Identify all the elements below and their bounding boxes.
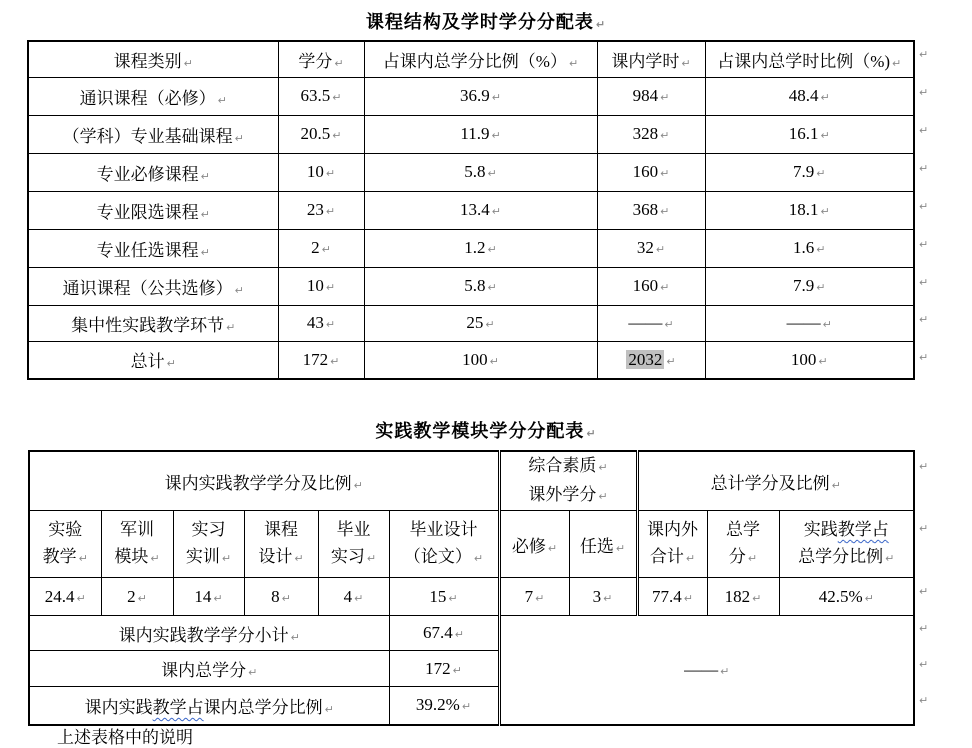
row-end-mark-icon: ↵ <box>919 162 929 175</box>
cell-text: 1.2 <box>464 238 486 257</box>
cell-text: 182 <box>724 586 751 606</box>
header-line <box>639 543 707 572</box>
pilcrow-icon: ↵ <box>816 167 826 180</box>
table2-title-text: 实践教学模块学分分配表 <box>375 421 585 441</box>
t1-cell <box>705 341 914 379</box>
t1-cell <box>364 191 597 229</box>
pilcrow-icon: ↵ <box>666 354 676 368</box>
table-row <box>28 229 914 267</box>
cell-text: 专业任选课程 <box>96 240 199 260</box>
pilcrow-icon: ↵ <box>473 552 484 565</box>
table-row <box>28 191 914 229</box>
pilcrow-icon: ↵ <box>234 131 244 145</box>
pilcrow-icon: ↵ <box>332 129 342 142</box>
t1-cell <box>278 305 364 341</box>
cell-text: 8 <box>271 586 280 606</box>
pilcrow-icon: ↵ <box>200 169 210 183</box>
table2-group-header-row <box>29 451 914 511</box>
header-line <box>174 543 244 572</box>
cell-text: 专业必修课程 <box>96 164 199 184</box>
pilcrow-icon: ↵ <box>885 552 895 565</box>
row-end-mark-icon: ↵ <box>919 694 929 707</box>
pilcrow-icon: ↵ <box>334 56 344 70</box>
cell-text: 总计 <box>130 352 165 372</box>
t1-cell <box>597 153 705 191</box>
t1-header-credit-pct <box>364 41 597 77</box>
cell-text: 1.6 <box>793 238 815 257</box>
pilcrow-icon: ↵ <box>595 18 607 31</box>
cell-text-spellcheck: 教学占 <box>152 697 204 717</box>
t2-summary-value <box>389 616 499 651</box>
row-end-mark-icon: ↵ <box>919 200 929 213</box>
t1-cell <box>278 191 364 229</box>
table-row <box>28 115 914 153</box>
pilcrow-icon: ↵ <box>685 552 696 565</box>
cell-text: 课内实践教学学分小计 <box>118 625 289 645</box>
pilcrow-icon: ↵ <box>818 354 828 368</box>
cell-text: 368 <box>632 200 659 219</box>
t2-summary-label <box>29 651 389 687</box>
t2-group-extracurricular <box>499 451 637 511</box>
course-structure-table <box>27 40 915 380</box>
t2-cell <box>707 578 779 616</box>
pilcrow-icon: ↵ <box>234 283 244 297</box>
cell-text: 通识课程（公共选修） <box>62 278 233 298</box>
t2-col-header <box>101 511 173 578</box>
pilcrow-icon: ↵ <box>150 552 160 565</box>
cell-text: 10 <box>306 162 324 181</box>
t1-cell <box>597 115 705 153</box>
pilcrow-icon: ↵ <box>366 552 377 565</box>
header-text: 教学 <box>42 547 77 566</box>
header-text: 实训 <box>185 547 220 566</box>
t1-header-credits <box>278 41 364 77</box>
t2-summary-label <box>29 687 389 725</box>
cell-text: 通识课程（必修） <box>79 88 216 108</box>
highlighted-value: 2032 <box>628 349 663 369</box>
pilcrow-icon: ↵ <box>820 205 830 218</box>
pilcrow-icon: ↵ <box>290 630 300 644</box>
t1-header-category <box>28 41 278 77</box>
t2-col-header <box>707 511 779 578</box>
pilcrow-icon: ↵ <box>353 478 363 492</box>
cell-text: 3 <box>592 586 602 606</box>
pilcrow-icon: ↵ <box>489 354 499 368</box>
pilcrow-icon: ↵ <box>660 91 670 104</box>
header-text: 占课内总学时比例（%) <box>717 51 891 71</box>
practice-credit-table <box>28 450 915 726</box>
pilcrow-icon: ↵ <box>752 591 762 605</box>
t1-cell <box>705 191 914 229</box>
cell-text: —— <box>628 313 663 332</box>
pilcrow-icon: ↵ <box>332 91 342 104</box>
header-line <box>708 543 779 572</box>
pilcrow-icon: ↵ <box>166 357 176 371</box>
t1-cell <box>278 153 364 191</box>
t1-cell <box>597 267 705 305</box>
pilcrow-icon: ↵ <box>137 591 147 605</box>
t2-cell <box>244 578 318 616</box>
pilcrow-icon: ↵ <box>660 205 670 218</box>
pilcrow-icon: ↵ <box>221 552 232 565</box>
header-text: 总学分比例 <box>798 547 884 566</box>
t2-summary-value <box>389 651 499 687</box>
t2-group-inclass <box>29 451 499 511</box>
cell-text: 160 <box>632 162 659 181</box>
header-text: 分 <box>728 547 746 566</box>
cell-text: 100 <box>462 349 488 369</box>
t1-cell <box>278 115 364 153</box>
pilcrow-icon: ↵ <box>683 591 693 605</box>
table1-header-row <box>28 41 914 77</box>
header-line: 毕业 <box>336 520 371 539</box>
t1-cell <box>705 115 914 153</box>
header-text: 占课内总学分比例（%） <box>382 51 567 71</box>
cell-text: 7.9 <box>793 162 815 181</box>
pilcrow-icon: ↵ <box>491 91 501 104</box>
header-text: 学分 <box>298 51 333 71</box>
cell-text: 48.4 <box>788 86 819 105</box>
group-header-line <box>501 481 636 510</box>
cell-text: 20.5 <box>300 124 331 143</box>
t1-cell <box>705 77 914 115</box>
table-row <box>28 77 914 115</box>
cell-text: 172 <box>425 658 451 678</box>
pilcrow-icon: ↵ <box>831 478 841 492</box>
pilcrow-icon: ↵ <box>213 591 223 605</box>
t1-header-hour-pct <box>705 41 914 77</box>
cell-text: 5.8 <box>464 162 486 181</box>
row-end-mark-icon: ↵ <box>919 658 929 671</box>
cell-text: 4 <box>343 586 353 606</box>
pilcrow-icon: ↵ <box>325 318 336 331</box>
pilcrow-icon: ↵ <box>324 702 334 716</box>
cell-text: 172 <box>302 349 329 369</box>
pilcrow-icon: ↵ <box>183 56 193 70</box>
t2-cell <box>29 578 101 616</box>
pilcrow-icon: ↵ <box>586 427 597 440</box>
table-row <box>28 267 914 305</box>
t2-summary-value <box>389 687 499 725</box>
t1-cell <box>28 341 278 379</box>
t1-cell <box>597 77 705 115</box>
pilcrow-icon: ↵ <box>294 552 304 565</box>
header-text: 设计 <box>258 547 293 566</box>
cell-text: 16.1 <box>788 124 819 143</box>
pilcrow-icon: ↵ <box>461 700 472 714</box>
header-line <box>30 543 101 572</box>
pilcrow-icon: ↵ <box>226 320 236 334</box>
pilcrow-icon: ↵ <box>535 591 545 605</box>
cell-text: 13.4 <box>460 200 490 219</box>
t1-cell <box>597 191 705 229</box>
cell-text: 10 <box>306 276 324 295</box>
pilcrow-icon: ↵ <box>217 93 227 107</box>
row-end-mark-icon: ↵ <box>919 238 929 251</box>
t1-cell <box>28 267 278 305</box>
cell-text: 67.4 <box>423 623 453 642</box>
pilcrow-icon: ↵ <box>615 541 626 555</box>
t1-cell <box>278 77 364 115</box>
cell-text: 32 <box>636 238 654 257</box>
pilcrow-icon: ↵ <box>660 129 670 142</box>
t2-col-header <box>29 511 101 578</box>
t1-cell <box>705 153 914 191</box>
header-line: 课内外 <box>647 520 698 539</box>
table-row <box>28 153 914 191</box>
cell-text: 63.5 <box>300 86 331 105</box>
t1-cell <box>278 341 364 379</box>
t2-group-total <box>637 451 914 511</box>
header-text: 课程类别 <box>113 51 182 71</box>
pilcrow-icon: ↵ <box>487 243 497 256</box>
header-line <box>390 543 498 572</box>
t2-col-header <box>173 511 244 578</box>
header-line: 毕业设计 <box>409 520 478 539</box>
t2-cell <box>637 578 707 616</box>
cell-text: 18.1 <box>788 200 819 219</box>
t2-cell <box>318 578 389 616</box>
t2-cell <box>569 578 637 616</box>
group-header-text: 总计学分及比例 <box>710 473 830 493</box>
pilcrow-icon: ↵ <box>200 245 210 259</box>
row-end-mark-icon: ↵ <box>919 48 929 61</box>
pilcrow-icon: ↵ <box>330 354 340 368</box>
pilcrow-icon: ↵ <box>248 666 258 679</box>
t1-cell <box>597 305 705 341</box>
t1-cell <box>28 77 278 115</box>
row-end-mark-icon: ↵ <box>919 460 929 473</box>
t2-col-header <box>318 511 389 578</box>
header-line: 军训 <box>120 520 154 539</box>
header-line <box>102 543 173 572</box>
table2-summary-row <box>29 616 914 651</box>
cell-text: 43 <box>306 313 324 332</box>
group-header-line <box>501 452 636 481</box>
pilcrow-icon: ↵ <box>816 243 826 256</box>
t2-col-header <box>244 511 318 578</box>
pilcrow-icon: ↵ <box>487 281 497 294</box>
cell-text: 160 <box>632 276 659 295</box>
t2-summary-label <box>29 616 389 651</box>
header-text: 实习 <box>330 547 365 566</box>
cell-text: 42.5% <box>818 586 863 606</box>
row-end-mark-icon: ↵ <box>919 522 929 535</box>
pilcrow-icon: ↵ <box>354 591 364 605</box>
pilcrow-icon: ↵ <box>816 281 826 294</box>
footer-note-partial: 上述表格中的说明 <box>57 728 193 747</box>
t1-cell <box>364 341 597 379</box>
pilcrow-icon: ↵ <box>747 552 758 565</box>
pilcrow-icon: ↵ <box>325 281 336 294</box>
cell-text: 11.9 <box>460 124 490 143</box>
dash-text: —— <box>684 659 719 679</box>
table1-title <box>0 8 972 34</box>
cell-text: 15 <box>429 586 447 606</box>
cell-text: （学科）专业基础课程 <box>62 126 233 146</box>
cell-text: —— <box>786 313 821 332</box>
header-line: 实验 <box>48 520 83 539</box>
header-line: 总学 <box>726 520 760 539</box>
pilcrow-icon: ↵ <box>568 56 579 70</box>
row-end-mark-icon: ↵ <box>919 86 929 99</box>
t2-col-header <box>389 511 499 578</box>
cell-text: 2 <box>311 238 320 257</box>
pilcrow-icon: ↵ <box>598 490 608 503</box>
row-end-mark-icon: ↵ <box>919 124 929 137</box>
pilcrow-icon: ↵ <box>660 167 670 180</box>
t1-cell <box>705 229 914 267</box>
t2-col-header-practice-pct <box>779 511 914 578</box>
row-end-mark-icon: ↵ <box>919 276 929 289</box>
group-header-text: 课外学分 <box>528 485 597 504</box>
pilcrow-icon: ↵ <box>485 318 495 331</box>
cell-text: 25 <box>466 313 484 332</box>
cell-text: 100 <box>790 349 817 369</box>
header-line <box>780 543 914 572</box>
cell-text: 39.2% <box>415 695 460 715</box>
t1-cell <box>364 267 597 305</box>
pilcrow-icon: ↵ <box>664 318 674 331</box>
pilcrow-icon: ↵ <box>200 207 210 221</box>
group-header-text: 综合素质 <box>528 456 597 475</box>
t1-cell <box>28 191 278 229</box>
table1-title-text: 课程结构及学时学分分配表 <box>365 12 594 32</box>
t1-cell <box>364 77 597 115</box>
cell-text: 7.9 <box>793 276 815 295</box>
cell-text: 328 <box>632 124 659 143</box>
t1-cell <box>364 305 597 341</box>
pilcrow-icon: ↵ <box>655 243 666 256</box>
header-text: 任选 <box>579 536 614 556</box>
pilcrow-icon: ↵ <box>822 318 832 331</box>
t1-cell <box>705 305 914 341</box>
cell-text: 23 <box>306 200 324 219</box>
t1-cell <box>705 267 914 305</box>
pilcrow-icon: ↵ <box>681 56 691 70</box>
pilcrow-icon: ↵ <box>321 243 331 256</box>
t1-cell <box>364 229 597 267</box>
pilcrow-icon: ↵ <box>452 663 462 677</box>
row-end-mark-icon: ↵ <box>919 351 929 364</box>
cell-text: 7 <box>524 586 534 606</box>
cell-text: 984 <box>632 86 659 105</box>
header-text: 合计 <box>649 547 684 566</box>
pilcrow-icon: ↵ <box>720 664 730 678</box>
cell-text: 2 <box>127 586 136 606</box>
pilcrow-icon: ↵ <box>454 628 464 641</box>
header-text: （论文） <box>403 547 472 566</box>
t2-cell <box>499 578 569 616</box>
pilcrow-icon: ↵ <box>892 56 902 70</box>
t2-cell <box>779 578 914 616</box>
cell-text: 77.4 <box>652 586 682 606</box>
cell-text: 课内总学分比例 <box>203 697 323 717</box>
header-line <box>319 543 389 572</box>
pilcrow-icon: ↵ <box>603 591 613 605</box>
pilcrow-icon: ↵ <box>325 167 336 180</box>
pilcrow-icon: ↵ <box>820 91 830 104</box>
t2-col-header <box>499 511 569 578</box>
pilcrow-icon: ↵ <box>491 205 501 218</box>
header-line <box>780 516 914 543</box>
t1-cell <box>28 115 278 153</box>
table-row <box>28 305 914 341</box>
t2-cell <box>101 578 173 616</box>
table2-values-row <box>29 578 914 616</box>
cell-text: 专业限选课程 <box>96 202 199 222</box>
row-end-mark-icon: ↵ <box>919 313 929 326</box>
pilcrow-icon: ↵ <box>325 205 336 218</box>
t1-cell-total-hours <box>597 341 705 379</box>
t1-cell <box>28 305 278 341</box>
pilcrow-icon: ↵ <box>78 552 88 565</box>
t2-merged-dash-cell <box>499 616 914 725</box>
cell-text: 5.8 <box>464 276 486 295</box>
t2-cell <box>389 578 499 616</box>
pilcrow-icon: ↵ <box>820 129 830 142</box>
t2-col-header <box>637 511 707 578</box>
cell-text: 集中性实践教学环节 <box>71 315 225 335</box>
t1-cell <box>28 153 278 191</box>
header-text: 模块 <box>114 547 149 566</box>
row-end-mark-icon: ↵ <box>919 585 929 598</box>
pilcrow-icon: ↵ <box>598 461 608 474</box>
cell-text: 课内总学分 <box>161 661 247 680</box>
header-text: 实践 <box>803 520 838 539</box>
pilcrow-icon: ↵ <box>281 591 291 605</box>
cell-text: 14 <box>194 586 212 606</box>
header-text: 课内学时 <box>611 51 680 71</box>
row-end-mark-icon: ↵ <box>919 622 929 635</box>
t1-cell <box>278 229 364 267</box>
t1-header-hours <box>597 41 705 77</box>
header-line: 课程 <box>264 520 298 539</box>
pilcrow-icon: ↵ <box>660 281 670 294</box>
t1-cell <box>597 229 705 267</box>
cell-text: 36.9 <box>460 86 490 105</box>
t1-cell <box>28 229 278 267</box>
t1-cell <box>278 267 364 305</box>
pilcrow-icon: ↵ <box>547 541 558 555</box>
header-text-spellcheck: 教学占 <box>837 520 889 539</box>
pilcrow-icon: ↵ <box>76 591 86 605</box>
t2-col-header <box>569 511 637 578</box>
pilcrow-icon: ↵ <box>487 167 497 180</box>
t2-cell <box>173 578 244 616</box>
cell-text: 课内实践 <box>84 697 153 717</box>
pilcrow-icon: ↵ <box>491 129 501 142</box>
pilcrow-icon: ↵ <box>864 591 874 605</box>
t1-cell <box>364 153 597 191</box>
header-text: 必修 <box>511 536 546 556</box>
table-row-total <box>28 341 914 379</box>
table2-title <box>0 417 972 443</box>
pilcrow-icon: ↵ <box>448 591 458 605</box>
table2-subheader-row <box>29 511 914 578</box>
header-line: 实习 <box>191 520 226 539</box>
t1-cell <box>364 115 597 153</box>
header-line <box>245 543 318 572</box>
cell-text: 24.4 <box>44 586 75 606</box>
group-header-text: 课内实践教学学分及比例 <box>164 473 352 493</box>
